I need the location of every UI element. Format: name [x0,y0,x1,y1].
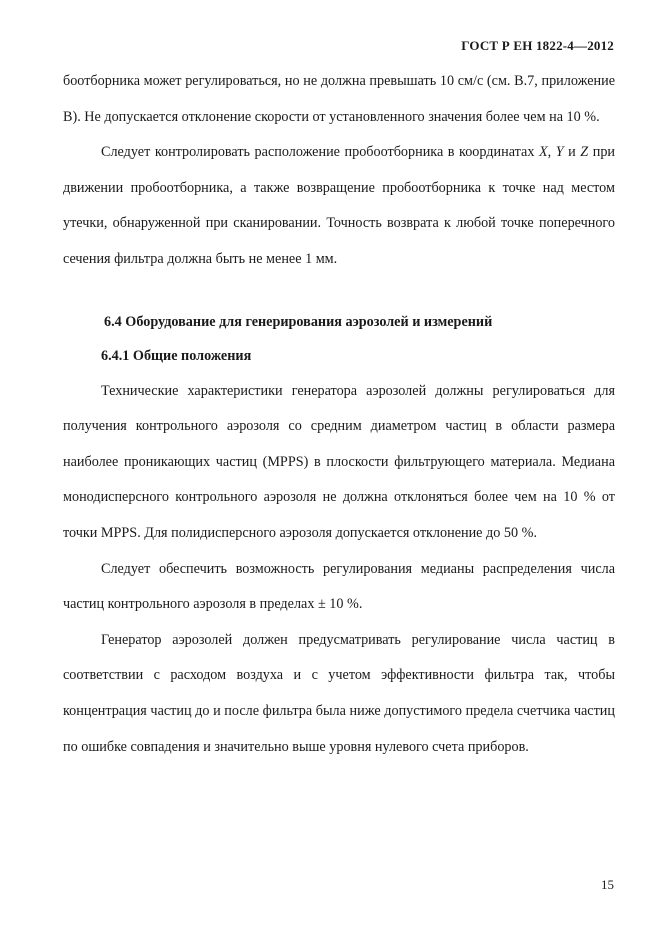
document-code-header: ГОСТ Р ЕН 1822-4—2012 [461,38,614,53]
paragraph-text: , [547,144,556,161]
paragraph-sampler-speed: боотборника может регулироваться, но не должна превышать 10 см/с (см. В.7, приложение В). Не допускается отклонение скорости от установленного значения более чем на 10 %. [63,73,615,125]
paragraph-particle-count: Генератор аэрозолей должен предусматривать регулирование числа частиц в соответствии с расходом воздуха и с учетом эффективности фильтра так, чтобы концентрация частиц до и после фильтра была ниже допустимого предела счетчика частиц по ошибке совпадения и значительно выше уровня нулевого счета приборов. [63,631,615,755]
paragraph-text: при движении пробоотборника, а также возвращение пробоотборника к точке над местом утечки, обнаруженной при сканировании. Точность возврата к любой точке поперечного сечения фильтра должна быть не менее 1 мм. [63,144,616,267]
page-number: 15 [601,877,614,892]
subsection-heading: 6.4.1 Общие положения [101,347,252,364]
paragraph-text: Следует контролировать расположение пробоотборника в координатах [101,144,539,161]
paragraph-median-adjustment: Следует обеспечить возможность регулирования медианы распределения числа частиц контрольного аэрозоля в пределах ± 10 %. [63,560,615,613]
coordinate-y: Y [555,144,564,161]
paragraph-generator-specs: Технические характеристики генератора аэрозолей должны регулироваться для получения контрольного аэрозоля со средним диаметром частиц в области размера наиболее проникающих частиц (MPPS) в плоскости фильтрующего материала. Медиана монодисперсного контрольного аэрозоля не должна отклоняться более чем на 10 % от точки MPPS. Для полидисперсного аэрозоля допускается отклонение до 50 %. [63,382,615,541]
section-spacer [63,278,615,306]
section-heading: 6.4 Оборудование для генерирования аэрозолей и измерений [104,313,493,330]
page-body [63,64,615,765]
coordinate-z: Z [580,144,589,161]
paragraph-text: и [563,144,581,161]
coordinate-x: X [538,144,548,161]
paragraph-sampler-coordinates [63,135,615,277]
